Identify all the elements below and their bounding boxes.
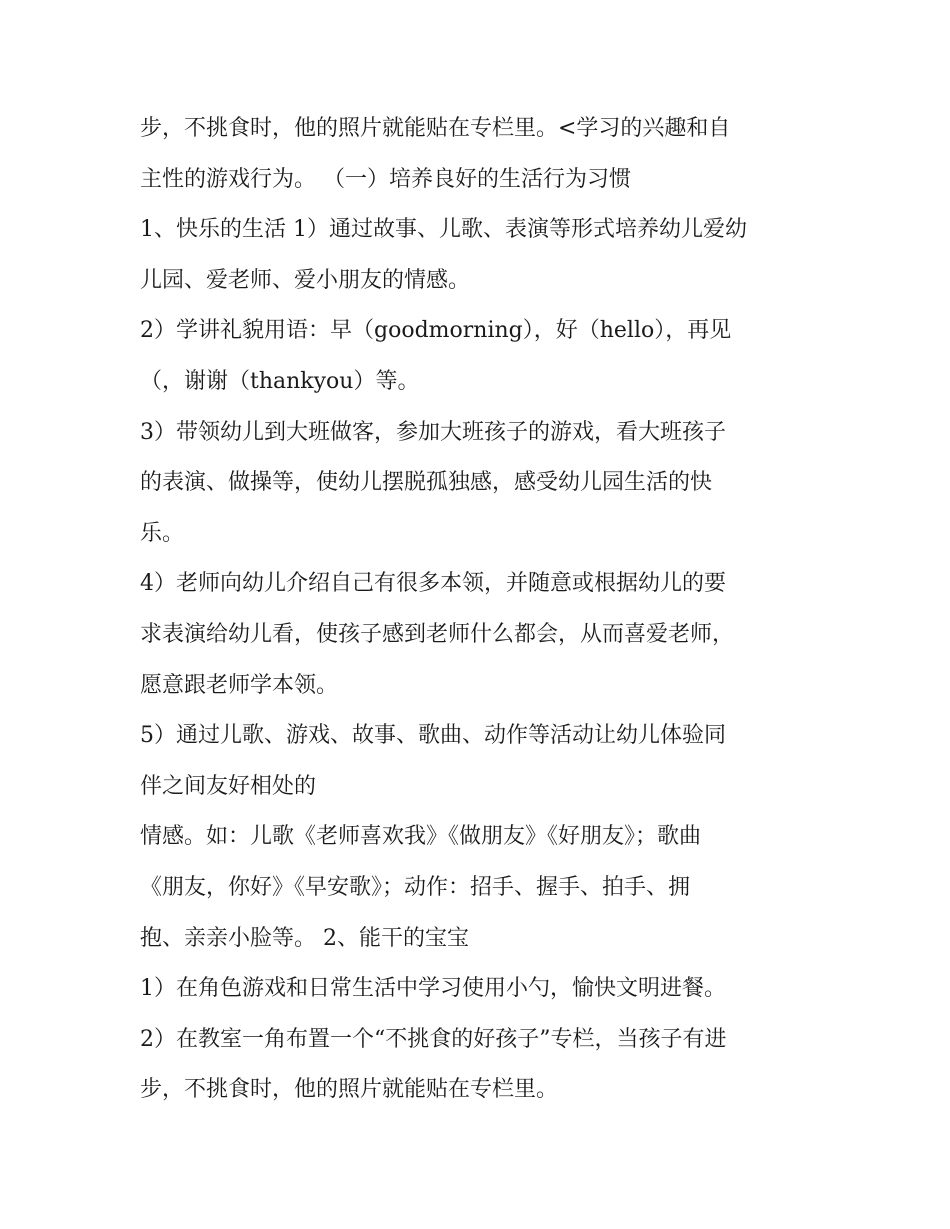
- text-line: 抱、亲亲小脸等。 2、能干的宝宝: [140, 925, 469, 951]
- text-line: 1）在角色游戏和日常生活中学习使用小勺，愉快文明进餐。: [140, 976, 726, 1002]
- text-line: 5）通过儿歌、游戏、故事、歌曲、动作等活动让幼儿体验同: [140, 723, 726, 749]
- text-line: 1、快乐的生活 1）通过故事、儿歌、表演等形式培养幼儿爱幼: [140, 217, 747, 243]
- text-line: 2）学讲礼貌用语：早（goodmorning），好（hello），再见: [140, 318, 732, 344]
- document-body: [140, 104, 830, 1116]
- text-line: 3）带领幼儿到大班做客，参加大班孩子的游戏，看大班孩子: [140, 419, 726, 445]
- text-line: 儿园、爱老师、爱小朋友的情感。: [140, 267, 471, 293]
- text-line: 2）在教室一角布置一个“不挑食的好孩子”专栏，当孩子有进: [140, 1026, 727, 1052]
- text-line: 求表演给幼儿看，使孩子感到老师什么都会，从而喜爱老师，: [140, 621, 735, 647]
- text-line: 情感。如：儿歌《老师喜欢我》《做朋友》《好朋友》；歌曲: [140, 824, 702, 850]
- text-line: 的表演、做操等，使幼儿摆脱孤独感，感受幼儿园生活的快: [140, 470, 713, 496]
- text-line: 步，不挑食时，他的照片就能贴在专栏里。<学习的兴趣和自: [140, 116, 731, 141]
- text-line: （，谢谢（thankyou）等。: [140, 368, 420, 394]
- text-line: 4）老师向幼儿介绍自己有很多本领，并随意或根据幼儿的要: [140, 571, 726, 597]
- text-line: 乐。: [140, 520, 185, 546]
- text-line: 《朋友，你好》《早安歌》；动作：招手、握手、拍手、拥: [140, 874, 691, 900]
- text-line: 步，不挑食时，他的照片就能贴在专栏里。: [140, 1077, 559, 1103]
- text-line: 主性的游戏行为。 （一）培养良好的生活行为习惯: [140, 166, 631, 192]
- text-line: 伴之间友好相处的: [140, 773, 317, 799]
- text-line: 愿意跟老师学本领。: [140, 672, 339, 698]
